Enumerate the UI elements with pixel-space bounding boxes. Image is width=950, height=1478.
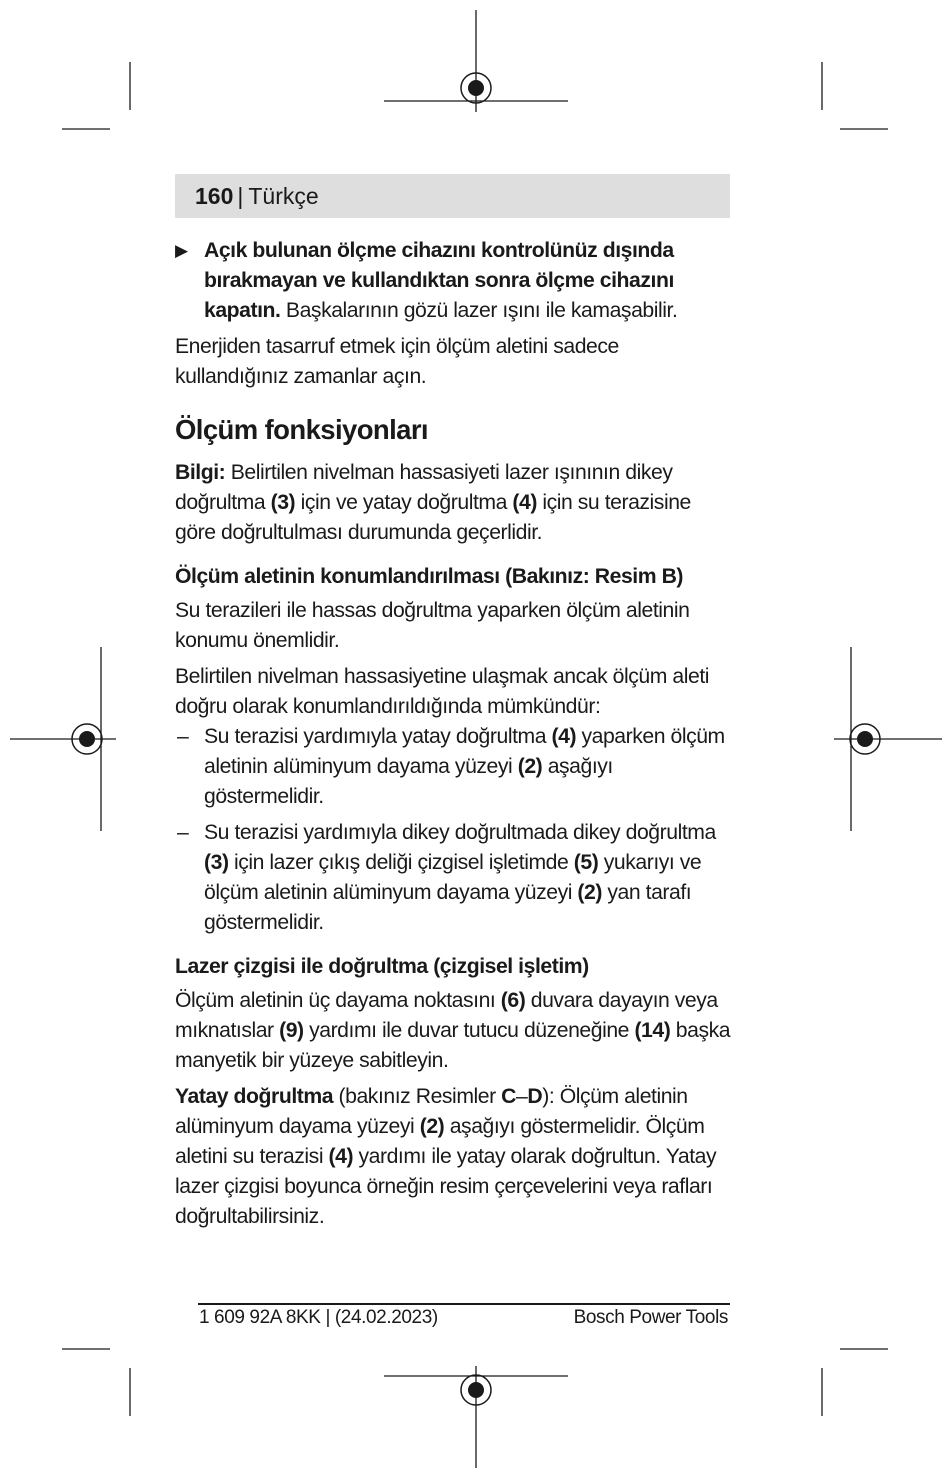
ref-number: (3)	[270, 491, 296, 514]
ref-number: (6)	[500, 989, 526, 1012]
horizontal-paragraph	[175, 1082, 733, 1232]
ref-number: (4)	[512, 491, 537, 514]
info-paragraph	[175, 458, 733, 548]
info-text: için su terazisine göre doğrultulması durumunda geçerlidir.	[175, 491, 691, 544]
body-text: Ölçüm aletinin üç dayama noktasını	[175, 989, 501, 1012]
ref-number: (3)	[204, 851, 229, 874]
figure-ref: C	[501, 1085, 517, 1108]
range-dash: –	[516, 1085, 528, 1108]
header-language: Türkçe	[248, 182, 319, 209]
positioning-paragraph-2: Belirtilen nivelman hassasiyetine ulaşmak ancak ölçüm aleti doğru olarak konumlandırıldığında mümkündür:	[175, 665, 710, 718]
page-number: 160	[195, 182, 234, 209]
figure-ref: D	[527, 1085, 543, 1108]
ref-number: (14)	[634, 1019, 671, 1042]
body-text: (bakınız Resimler	[333, 1085, 502, 1108]
warning-bold-text: Açık bulunan ölçme cihazını kontrolünüz dışında bırakmayan ve kullandıktan sonra ölçme cihazını kapatın.	[204, 239, 674, 322]
footer-doc-id: 1 609 92A 8KK | (24.02.2023)	[199, 1307, 438, 1328]
body-text: aşağıyı göstermelidir. Ölçüm aletini su terazisi	[175, 1115, 705, 1168]
list-text: yaparken ölçüm aletinin alüminyum dayama yüzeyi	[204, 725, 725, 778]
laser-line-paragraph	[175, 986, 733, 1076]
warning-normal-text: Başkalarının gözü lazer ışını ile kamaşabilir.	[280, 299, 678, 322]
header-separator: |	[237, 182, 244, 209]
ref-number: (2)	[517, 755, 543, 778]
list-dash: –	[177, 821, 189, 844]
list-text: Su terazisi yardımıyla yatay doğrultma	[204, 725, 552, 748]
list-text: aşağıyı göstermelidir.	[204, 755, 613, 808]
list-text: yan tarafı göstermelidir.	[204, 881, 692, 934]
list-item	[175, 818, 733, 938]
body-text: yardımı ile duvar tutucu düzeneğine	[303, 1019, 635, 1042]
laser-line-heading: Lazer çizgisi ile doğrultma (çizgisel işletim)	[175, 955, 589, 978]
body-text: duvara dayayın veya mıknatıslar	[175, 989, 718, 1042]
warning-triangle-icon: ▶	[175, 241, 188, 260]
footer-rule	[198, 1303, 730, 1305]
ref-number: (9)	[279, 1019, 304, 1042]
horizontal-label: Yatay doğrultma	[175, 1085, 334, 1108]
page-header	[175, 174, 730, 218]
list-text: yukarıyı ve ölçüm aletinin alüminyum dayama yüzeyi	[204, 851, 702, 904]
warning-paragraph	[175, 236, 733, 326]
info-text: için ve yatay doğrultma	[295, 491, 513, 514]
body-text: ): Ölçüm aletinin alüminyum dayama yüzeyi	[175, 1085, 688, 1138]
info-label: Bilgi:	[175, 461, 226, 484]
ref-number: (2)	[577, 881, 602, 904]
ref-number: (5)	[573, 851, 599, 874]
footer-brand: Bosch Power Tools	[573, 1307, 728, 1328]
list-text: için lazer çıkış deliği çizgisel işletimde	[228, 851, 574, 874]
energy-paragraph: Enerjiden tasarruf etmek için ölçüm aletini sadece kullandığınız zamanlar açın.	[175, 335, 619, 388]
body-text: başka manyetik bir yüzeye sabitleyin.	[175, 1019, 731, 1072]
list-text: Su terazisi yardımıyla dikey doğrultmada dikey doğrultma	[204, 821, 716, 844]
info-text: Belirtilen nivelman hassasiyeti lazer ışınının dikey doğrultma	[175, 461, 673, 514]
list-dash: –	[177, 725, 189, 748]
section-title: Ölçüm fonksiyonları	[175, 414, 428, 445]
ref-number: (2)	[419, 1115, 445, 1138]
positioning-paragraph-1: Su terazileri ile hassas doğrultma yaparken ölçüm aletinin konumu önemlidir.	[175, 599, 690, 652]
ref-number: (4)	[328, 1145, 354, 1168]
body-text: yardımı ile yatay olarak doğrultun. Yatay lazer çizgisi boyunca örneğin resim çerçevelerini veya rafları doğrultabilirsiniz.	[175, 1145, 717, 1228]
list-item	[175, 722, 733, 812]
page-content	[175, 236, 733, 1238]
positioning-heading: Ölçüm aletinin konumlandırılması (Bakınız: Resim B)	[175, 565, 684, 588]
ref-number: (4)	[551, 725, 577, 748]
